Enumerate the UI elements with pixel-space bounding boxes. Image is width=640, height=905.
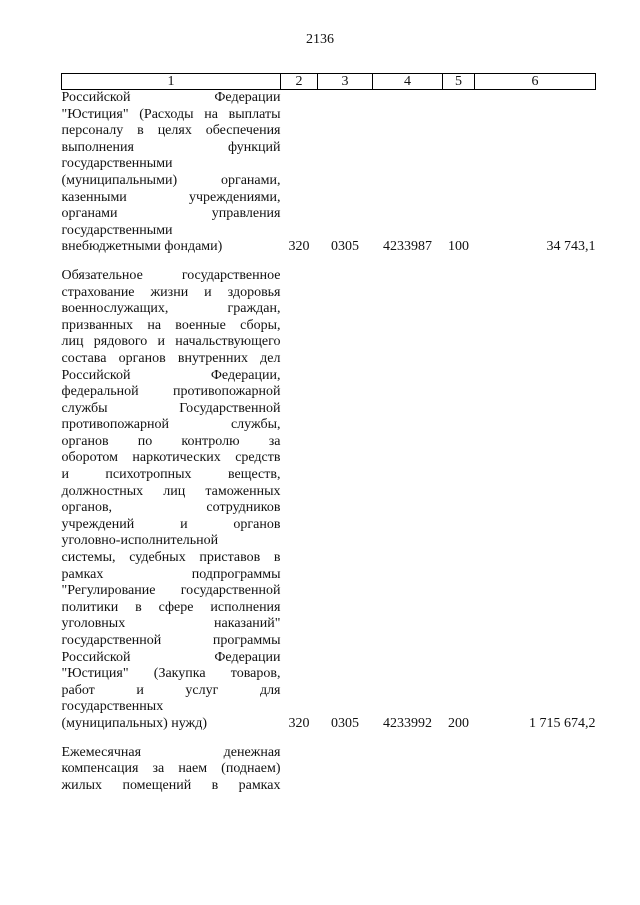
target-code: 4233992: [383, 715, 432, 731]
description-line: органов по контролю за: [61, 433, 281, 449]
description-line: государственными: [61, 156, 173, 172]
amount: [475, 745, 596, 795]
amount: 1 715 674,2: [529, 715, 596, 731]
expense-type-code: 200: [448, 715, 469, 731]
description-line: (муниципальными) органами,: [61, 172, 281, 188]
description-line: и психотропных веществ,: [61, 467, 281, 483]
row-spacer: [62, 733, 596, 745]
section-code: 0305: [331, 715, 359, 731]
description-line: оборотом наркотических средств: [61, 450, 281, 466]
page-number: 2136: [306, 32, 334, 47]
description-line: внебюджетными фондами): [61, 239, 223, 255]
description-line: Обязательное государственное: [61, 267, 281, 283]
description-line: (муниципальных) нужд): [61, 715, 208, 731]
table-row: [62, 90, 596, 256]
section-code: 0305: [331, 239, 359, 255]
description-line: рамках подпрограммы: [61, 566, 281, 582]
section-code: [318, 745, 373, 795]
table-row: [62, 268, 596, 733]
column-header-2: 2: [281, 74, 318, 90]
table-row: [62, 745, 596, 795]
description-line: службы Государственной: [61, 400, 281, 416]
description-line: органами управления: [61, 206, 281, 222]
amount: 34 743,1: [546, 239, 596, 255]
description-line: жилых помещений в рамках: [61, 777, 281, 793]
target-code: [373, 745, 443, 795]
ministry-code: 320: [288, 239, 310, 255]
row-description: [62, 745, 281, 795]
description-line: выполнения функций: [61, 139, 281, 155]
description-line: Российской Федерации,: [61, 367, 281, 383]
description-line: "Юстиция" (Закупка товаров,: [61, 666, 281, 682]
row-description: [62, 268, 281, 733]
description-line: системы, судебных приставов в: [61, 550, 281, 566]
description-line: противопожарной службы,: [61, 417, 281, 433]
column-header-5: 5: [443, 74, 475, 90]
column-header-4: 4: [373, 74, 443, 90]
description-line: государственной программы: [61, 633, 281, 648]
description-line: работ и услуг для: [61, 682, 281, 698]
row-description: [62, 90, 281, 256]
description-line: "Регулирование государственной: [61, 583, 281, 599]
description-line: политики в сфере исполнения: [61, 599, 281, 615]
description-line: компенсация за наем (поднаем): [61, 761, 281, 777]
description-line: государственными: [61, 222, 173, 238]
expense-type-code: [443, 745, 475, 795]
ministry-code: [281, 745, 318, 795]
description-line: учреждений и органов: [61, 516, 281, 532]
description-line: казенными учреждениями,: [61, 189, 281, 205]
description-line: Российской Федерации: [61, 649, 281, 665]
description-line: уголовных наказаний": [61, 616, 281, 632]
row-spacer: [62, 256, 596, 268]
description-line: военнослужащих, граждан,: [61, 301, 281, 317]
description-line: уголовно-исполнительной: [61, 533, 219, 549]
description-line: призванных на военные сборы,: [61, 317, 281, 333]
table-body: [62, 90, 596, 795]
description-line: состава органов внутренних дел: [61, 350, 281, 366]
target-code: 4233987: [383, 239, 432, 255]
column-header-1: 1: [62, 74, 281, 90]
description-line: персоналу в целях обеспечения: [61, 123, 281, 139]
column-header-6: 6: [475, 74, 596, 90]
description-line: Российской Федерации: [61, 90, 281, 105]
description-line: лиц рядового и начальствующего: [61, 334, 281, 350]
column-header-3: 3: [318, 74, 373, 90]
description-line: Ежемесячная денежная: [61, 744, 281, 760]
budget-table: [61, 73, 596, 794]
description-line: органов, сотрудников: [61, 500, 281, 516]
table-header-row: [62, 74, 596, 90]
description-line: страхование жизни и здоровья: [61, 284, 281, 300]
description-line: должностных лиц таможенных: [61, 483, 281, 499]
description-line: федеральной противопожарной: [61, 384, 281, 400]
expense-type-code: 100: [448, 239, 469, 255]
description-line: государственных: [61, 699, 164, 715]
ministry-code: 320: [288, 715, 310, 731]
description-line: "Юстиция" (Расходы на выплаты: [61, 106, 281, 122]
